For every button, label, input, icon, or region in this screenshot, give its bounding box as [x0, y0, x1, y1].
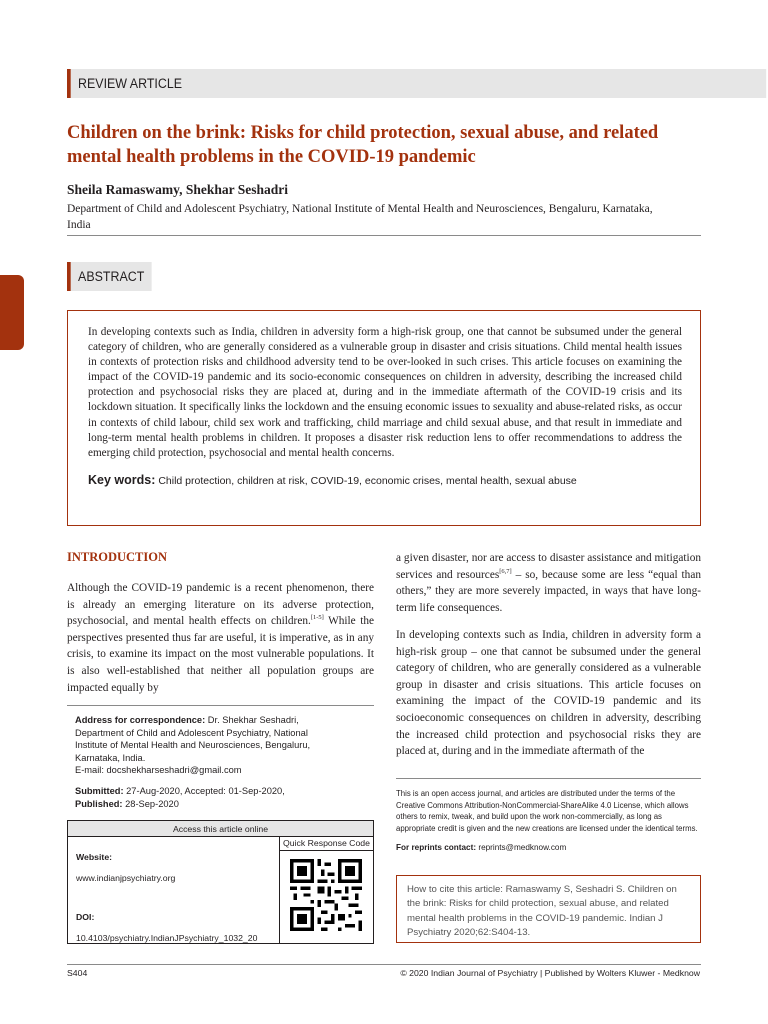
footer-divider: [67, 964, 701, 965]
keywords-text: Child protection, children at risk, COVID-19, economic crises, mental health, sexual abuse: [158, 474, 577, 487]
correspondence-name: Dr. Shekhar Seshadri,: [205, 715, 299, 725]
citation-ref-1-5[interactable]: [1-5]: [310, 614, 324, 622]
keywords-label: Key words:: [88, 472, 156, 487]
article-type-label: REVIEW ARTICLE: [78, 76, 183, 91]
citation-text: How to cite this article: Ramaswamy S, Seshadri S. Children on the brink: Risks for child protection, sexual abuse, and related mental health problems in the COVID-19 pandemic. Indian J Psychiatry 2020;62:S404-13.: [407, 884, 677, 938]
access-info: [68, 837, 280, 943]
correspondence-email[interactable]: E-mail: docshekharseshadri@gmail.com: [75, 765, 242, 776]
intro-left-text-1: Although the COVID-19 pandemic is a recent phenomenon, there is already an emerging literature on its adverse protection, psychosocial, and mental health effects on children.: [67, 582, 374, 628]
introduction-heading: INTRODUCTION: [67, 550, 168, 564]
side-color-tab: [0, 275, 24, 350]
abstract-text: In developing contexts such as India, children in adversity form a high-risk group, one that cannot be subsumed under the general category of children, who are generally considered as a vulnerable group in disaster and crisis situations. Child mental health issues in contexts of protection risks and childhood adversity tend to be over-looked in such crises. This article focuses on examining the impact of the COVID-19 pandemic and its socio-economic consequences on children in adversity, describing the increased child protection and psychosocial risks they are placed at, during and in the immediate aftermath of the COVID-19 crisis and its lockdown situation. It specifically links the lockdown and the ensuing economic issues to sexuality and abuse-related risks, as occur in contexts of child labour, child sex work and trafficking, child marriage and child sexual abuse, and that result in immediate and long-term mental health problems in children. It proposes a disaster risk reduction lens to offer recommendations to address the emerging child protection, psychosocial and mental health concerns.: [88, 326, 682, 459]
intro-left-text-2: While the perspectives presented thus far are useful, it is imperative, as in any crisis, to examine its impact on the most vulnerable populations. It is also well-established that neither all population groups are impacted equally by: [67, 615, 374, 694]
published-value: 28-Sep-2020: [122, 798, 179, 809]
doi-label: DOI:: [76, 912, 95, 922]
qr-section: [280, 837, 373, 943]
website-link[interactable]: www.indianjpsychiatry.org: [76, 873, 176, 883]
abstract-heading-bar: [67, 262, 152, 291]
article-title: Children on the brink: Risks for child protection, sexual abuse, and related mental health problems in the COVID-19 pandemic: [67, 123, 659, 167]
published-label: Published:: [75, 798, 123, 809]
affiliation: Department of Child and Adolescent Psychiatry, National Institute of Mental Health and Neurosciences, Bengaluru, Karnataka, India: [67, 203, 653, 231]
submitted-line: [75, 785, 374, 798]
citation-box: [396, 875, 701, 943]
intro-right-paragraph-1: [396, 550, 701, 616]
open-access-text: This is an open access journal, and articles are distributed under the terms of the Creative Commons Attribution-NonCommercial-ShareAlike 4.0 License, which allows others to remix, tweak, and build upon the work non-commercially, as long as appropriate credit is given and the new creations are licensed under the identical terms.: [396, 789, 698, 833]
abstract-box: [67, 310, 701, 526]
submitted-label: Submitted:: [75, 785, 124, 796]
intro-right-paragraph-2: In developing contexts such as India, children in adversity form a high-risk group – one that cannot be subsumed under the general category of children, who are generally considered as a vulnerable group in disaster and crisis situations. This article focuses on examining the impact of the COVID-19 pandemic and its socioeconomic consequences on children in adversity, describing the increased child protection and psychosocial risks they are placed at, during and in the immediate aftermath of the: [396, 629, 701, 758]
intro-left-paragraph: [67, 580, 374, 696]
correspondence-line-2: Institute of Mental Health and Neurosciences, Bengaluru,: [75, 740, 311, 751]
reprints-label: For reprints contact:: [396, 843, 477, 852]
abstract-heading: ABSTRACT: [78, 269, 145, 284]
citation-ref-6-7[interactable]: [6,7]: [499, 567, 512, 575]
reprints-email[interactable]: reprints@medknow.com: [476, 843, 567, 852]
correspondence-name-line: [75, 714, 374, 727]
access-online-box: [67, 820, 374, 944]
page-number: S404: [67, 968, 88, 978]
qr-code-icon[interactable]: [290, 859, 362, 931]
divider: [67, 235, 701, 236]
submission-dates: [75, 785, 374, 810]
submitted-value: 27-Aug-2020, Accepted: 01-Sep-2020,: [123, 785, 285, 796]
intro-right-text-1b: – so, because some are less “equal than others,” they are more severely impacted, in ways that have long-term life consequences.: [396, 568, 701, 614]
doi-link[interactable]: 10.4103/psychiatry.IndianJPsychiatry_1032_20: [76, 933, 258, 943]
access-header: Access this article online: [68, 821, 373, 837]
copyright-notice: © 2020 Indian Journal of Psychiatry | Published by Wolters Kluwer - Medknow: [400, 968, 700, 978]
reprints-line: [396, 842, 701, 854]
correspondence-block: [67, 705, 374, 810]
intro-right-text-1a: a given disaster, nor are access to disaster assistance and mitigation services and resources: [396, 552, 701, 581]
keywords-line: [88, 473, 682, 487]
correspondence-line-3: Karnataka, India.: [75, 752, 146, 763]
authors: Sheila Ramaswamy, Shekhar Seshadri: [67, 182, 289, 197]
qr-label: Quick Response Code: [280, 837, 373, 851]
published-line: [75, 798, 374, 811]
correspondence-label: Address for correspondence:: [75, 715, 206, 725]
correspondence-line-1: Department of Child and Adolescent Psychiatry, National: [75, 727, 308, 738]
website-label: Website:: [76, 852, 113, 862]
article-type-bar: [67, 69, 766, 98]
open-access-notice: [396, 778, 701, 854]
